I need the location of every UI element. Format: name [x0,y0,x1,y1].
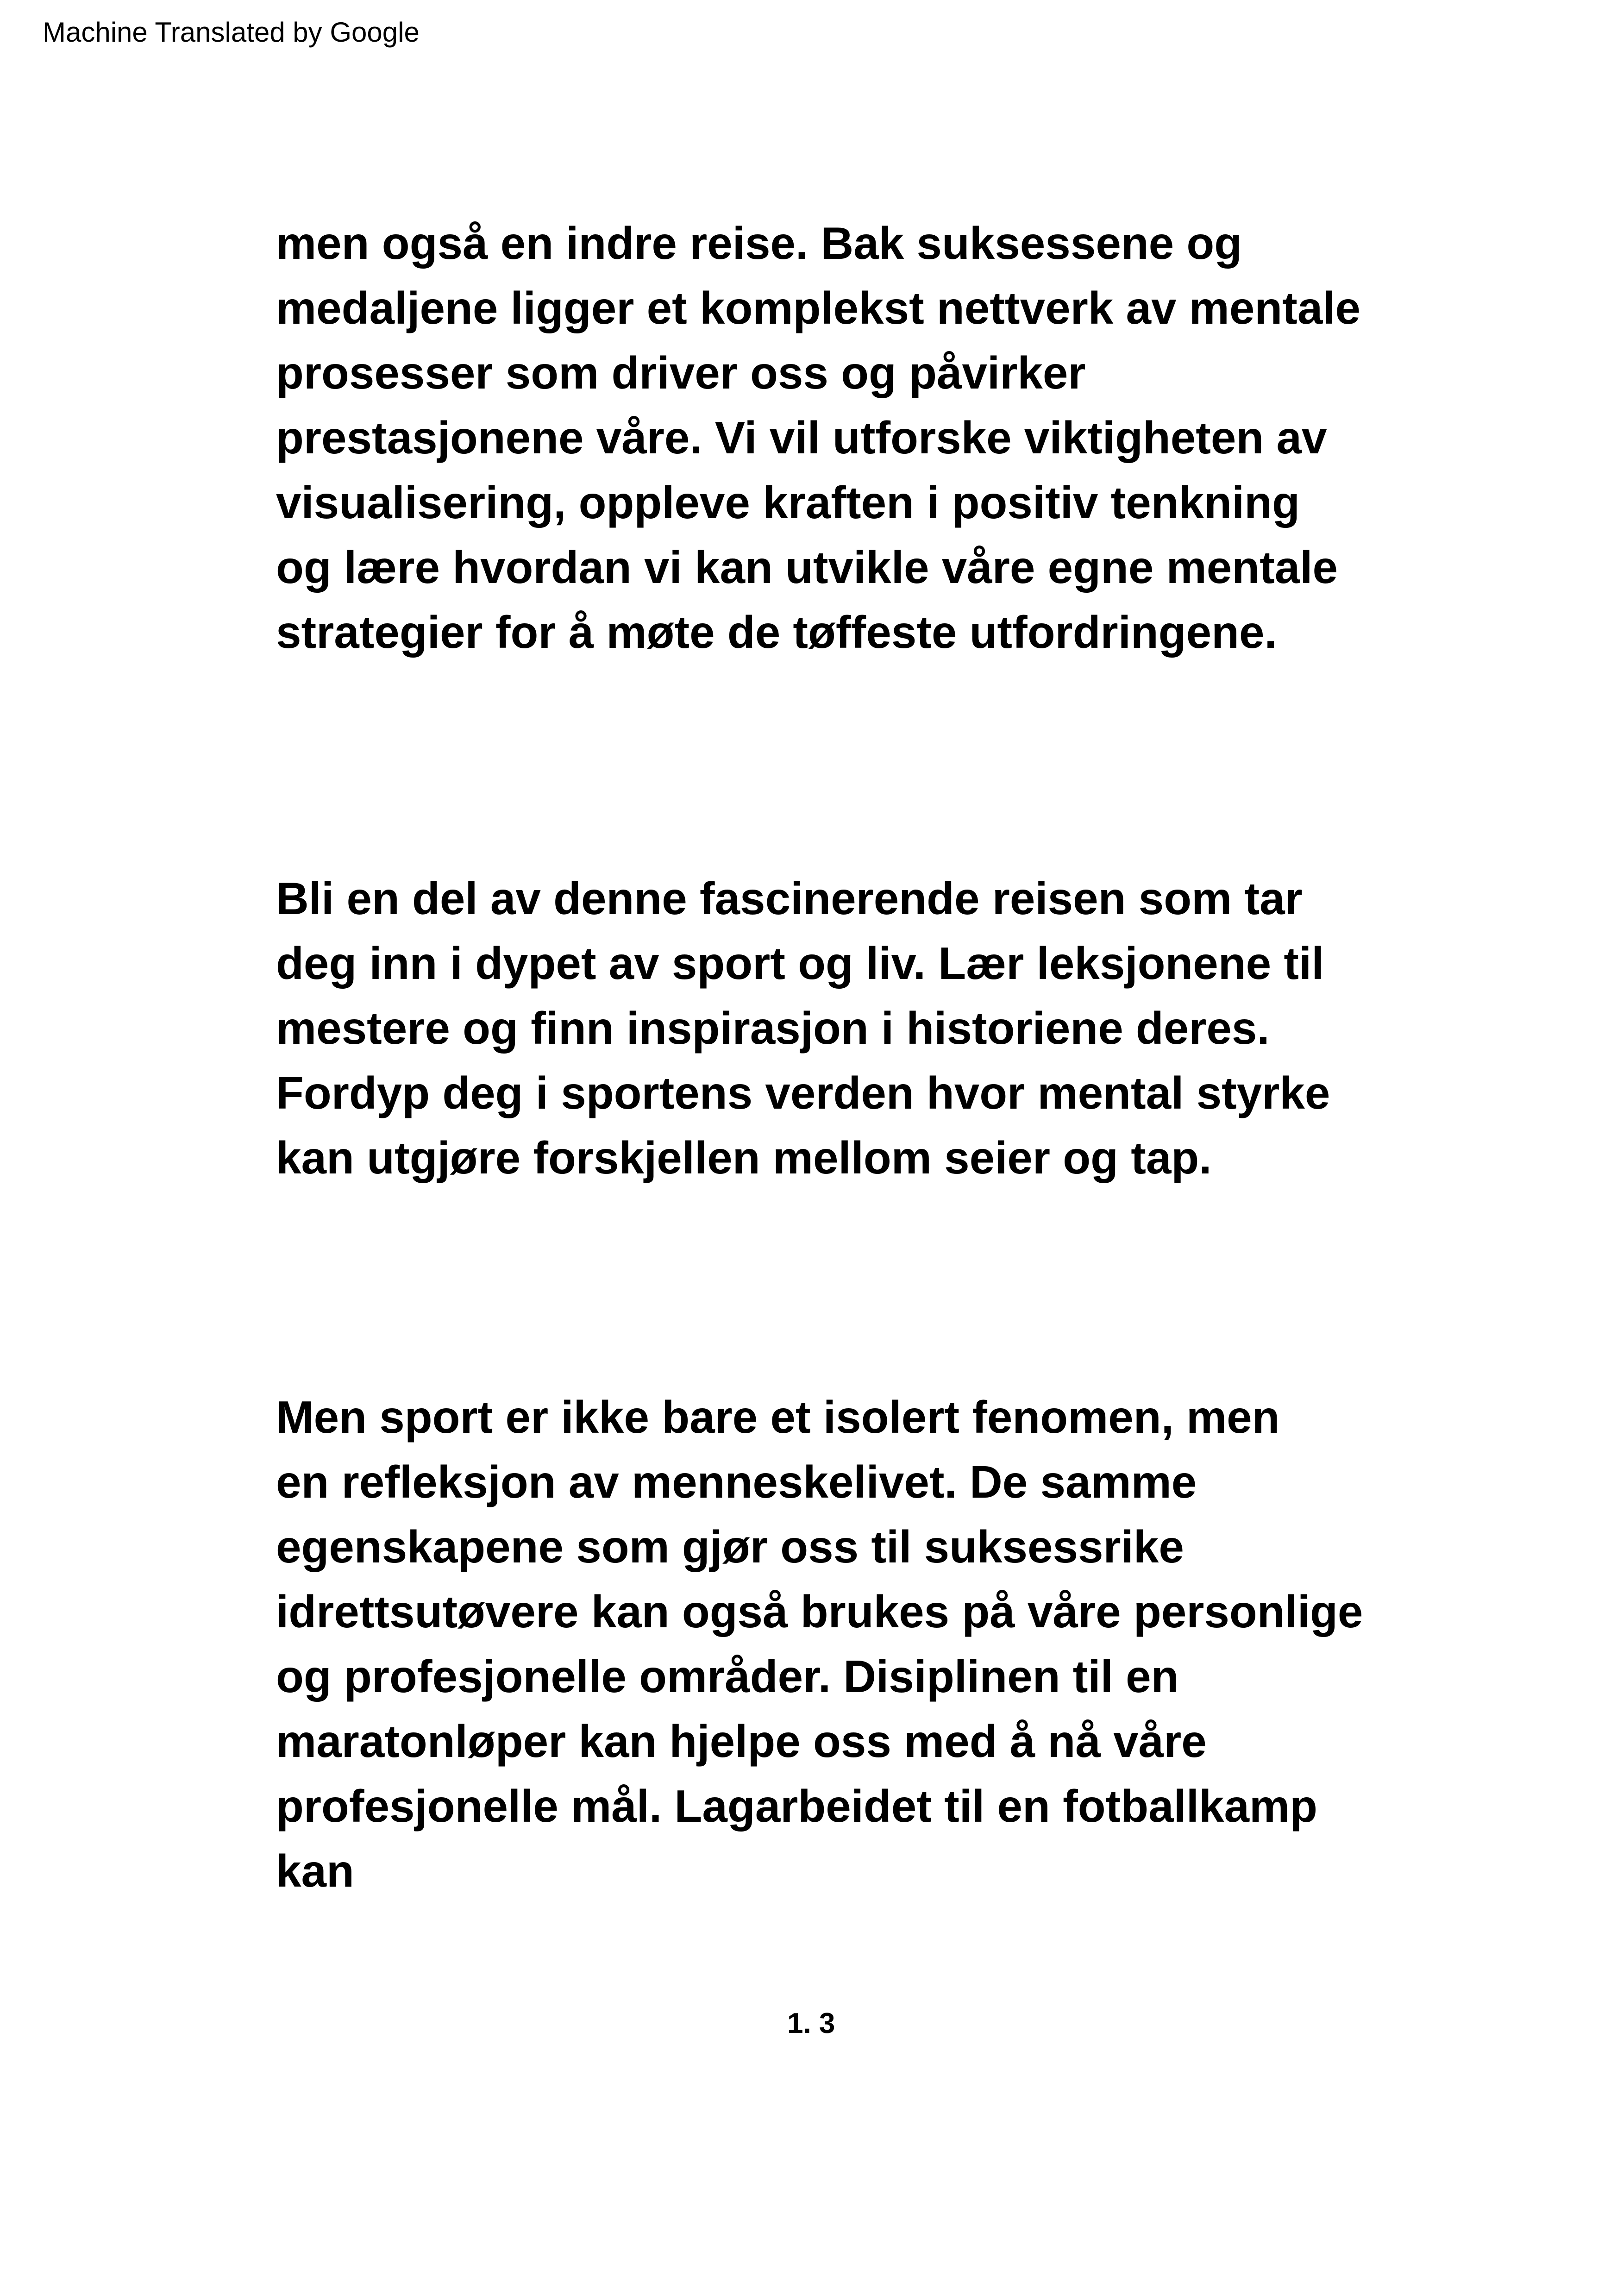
paragraph-line: kan [276,1845,354,1896]
paragraph-line: prosesser som driver oss og påvirker [276,347,1086,398]
page-number: 1. 3 [787,2007,835,2039]
paragraph-line: egenskapene som gjør oss til suksessrike [276,1521,1184,1572]
paragraph-line: maratonløper kan hjelpe oss med å nå våre [276,1716,1207,1767]
paragraph-1 [276,211,1434,665]
paragraph-line: prestasjonene våre. Vi vil utforske viktigheten av [276,412,1327,463]
paragraph-line: profesjonelle mål. Lagarbeidet til en fotballkamp [276,1781,1318,1832]
paragraph-line: en refleksjon av menneskelivet. De samme [276,1456,1197,1507]
paragraph-line: Bli en del av denne fascinerende reisen som tar [276,873,1303,924]
paragraph-line: og lære hvordan vi kan utvikle våre egne mentale [276,542,1338,593]
paragraph-2 [276,866,1434,1190]
paragraph-line: deg inn i dypet av sport og liv. Lær leksjonene til [276,938,1324,989]
paragraph-line: Men sport er ikke bare et isolert fenomen, men [276,1392,1280,1443]
paragraph-line: strategier for å møte de tøffeste utfordringene. [276,607,1277,658]
paragraph-line: mestere og finn inspirasjon i historiene deres. [276,1003,1270,1054]
paragraph-line: visualisering, oppleve kraften i positiv tenkning [276,477,1300,528]
paragraph-line: kan utgjøre forskjellen mellom seier og tap. [276,1132,1212,1183]
paragraph-line: men også en indre reise. Bak suksessene og [276,218,1242,269]
paragraph-line: Fordyp deg i sportens verden hvor mental styrke [276,1067,1330,1118]
paragraph-line: idrettsutøvere kan også brukes på våre personlige [276,1586,1363,1637]
paragraph-line: og profesjonelle områder. Disiplinen til en [276,1651,1179,1702]
paragraph-line: medaljene ligger et komplekst nettverk av mentale [276,282,1361,333]
paragraph-3 [276,1385,1434,1903]
machine-translated-label: Machine Translated by Google [43,17,420,48]
